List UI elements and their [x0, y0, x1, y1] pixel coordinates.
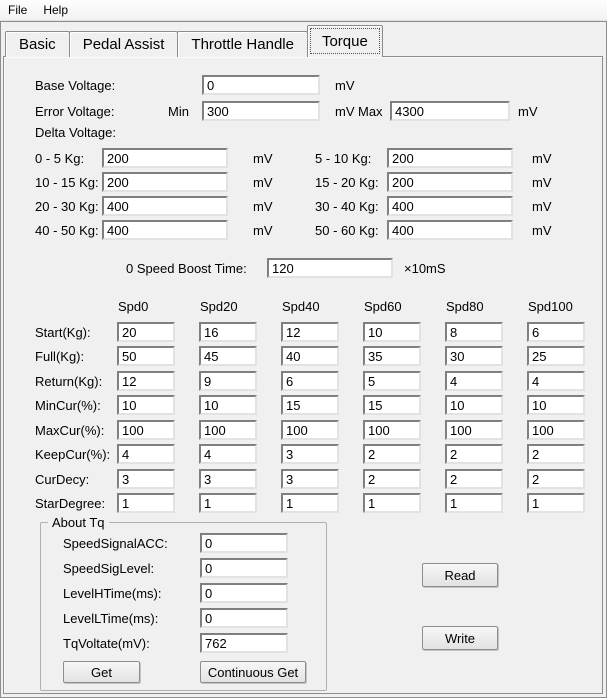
- about-tq-title: About Tq: [48, 515, 109, 530]
- levelhtime-label: LevelHTime(ms):: [63, 586, 162, 601]
- boost-time-unit: ×10mS: [404, 261, 446, 276]
- full-kg-spd100-input[interactable]: [527, 346, 585, 366]
- delta-20-30-unit: mV: [253, 199, 273, 214]
- delta-15-20-label: 15 - 20 Kg:: [315, 175, 379, 190]
- menu-bar: [0, 0, 607, 21]
- curdecy-spd40-input[interactable]: [281, 469, 339, 489]
- return-kg-spd0-input[interactable]: [117, 371, 175, 391]
- full-kg-spd0-input[interactable]: [117, 346, 175, 366]
- delta-5-10-unit: mV: [532, 151, 552, 166]
- keepcur-spd100-input[interactable]: [527, 444, 585, 464]
- maxcur-spd80-input[interactable]: [445, 420, 503, 440]
- tab-pedal-assist[interactable]: Pedal Assist: [69, 31, 179, 57]
- mincur-spd0-input[interactable]: [117, 395, 175, 415]
- delta-5-10-input[interactable]: [387, 148, 513, 168]
- full-kg-spd20-input[interactable]: [199, 346, 257, 366]
- return-kg-spd20-input[interactable]: [199, 371, 257, 391]
- speedsignalacc-label: SpeedSignalACC:: [63, 536, 168, 551]
- start-kg-spd40-input[interactable]: [281, 322, 339, 342]
- full-kg-spd60-input[interactable]: [363, 346, 421, 366]
- row-label-stardegree: StarDegree:: [35, 496, 106, 511]
- delta-20-30-label: 20 - 30 Kg:: [35, 199, 99, 214]
- start-kg-spd80-input[interactable]: [445, 322, 503, 342]
- tab-torque[interactable]: Torque: [307, 25, 383, 57]
- stardegree-spd20-input[interactable]: [199, 493, 257, 513]
- maxcur-spd0-input[interactable]: [117, 420, 175, 440]
- tab-throttle-handle[interactable]: Throttle Handle: [177, 31, 308, 57]
- error-min-unit: mV: [335, 104, 355, 119]
- tab-strip: [5, 25, 382, 57]
- mincur-spd60-input[interactable]: [363, 395, 421, 415]
- start-kg-spd0-input[interactable]: [117, 322, 175, 342]
- col-header-spd80: Spd80: [446, 299, 484, 314]
- delta-30-40-unit: mV: [532, 199, 552, 214]
- start-kg-spd60-input[interactable]: [363, 322, 421, 342]
- menu-help[interactable]: Help: [43, 3, 69, 17]
- delta-40-50-label: 40 - 50 Kg:: [35, 223, 99, 238]
- row-label-full-kg: Full(Kg):: [35, 349, 85, 364]
- col-header-spd60: Spd60: [364, 299, 402, 314]
- boost-time-label: 0 Speed Boost Time:: [126, 261, 247, 276]
- start-kg-spd100-input[interactable]: [527, 322, 585, 342]
- levelltime-label: LevelLTime(ms):: [63, 611, 159, 626]
- start-kg-spd20-input[interactable]: [199, 322, 257, 342]
- curdecy-spd100-input[interactable]: [527, 469, 585, 489]
- return-kg-spd40-input[interactable]: [281, 371, 339, 391]
- base-voltage-unit: mV: [335, 78, 355, 93]
- error-min-input[interactable]: [202, 101, 320, 121]
- stardegree-spd80-input[interactable]: [445, 493, 503, 513]
- mincur-spd40-input[interactable]: [281, 395, 339, 415]
- delta-40-50-unit: mV: [253, 223, 273, 238]
- error-min-label: Min: [168, 104, 189, 119]
- keepcur-spd0-input[interactable]: [117, 444, 175, 464]
- delta-voltage-label: Delta Voltage:: [35, 125, 116, 140]
- delta-50-60-label: 50 - 60 Kg:: [315, 223, 379, 238]
- delta-0-5-label: 0 - 5 Kg:: [35, 151, 85, 166]
- error-voltage-label: Error Voltage:: [35, 104, 115, 119]
- curdecy-spd0-input[interactable]: [117, 469, 175, 489]
- col-header-spd40: Spd40: [282, 299, 320, 314]
- delta-10-15-label: 10 - 15 Kg:: [35, 175, 99, 190]
- mincur-spd20-input[interactable]: [199, 395, 257, 415]
- tqvoltate-label: TqVoltate(mV):: [63, 636, 150, 651]
- return-kg-spd100-input[interactable]: [527, 371, 585, 391]
- delta-40-50-input[interactable]: [102, 220, 228, 240]
- delta-15-20-input[interactable]: [387, 172, 513, 192]
- delta-15-20-unit: mV: [532, 175, 552, 190]
- maxcur-spd20-input[interactable]: [199, 420, 257, 440]
- return-kg-spd60-input[interactable]: [363, 371, 421, 391]
- stardegree-spd60-input[interactable]: [363, 493, 421, 513]
- boost-time-input[interactable]: [267, 258, 393, 278]
- tqvoltate-input[interactable]: [200, 633, 288, 653]
- curdecy-spd80-input[interactable]: [445, 469, 503, 489]
- tab-basic[interactable]: Basic: [5, 31, 70, 57]
- maxcur-spd100-input[interactable]: [527, 420, 585, 440]
- mincur-spd80-input[interactable]: [445, 395, 503, 415]
- menu-file[interactable]: File: [8, 3, 28, 17]
- full-kg-spd80-input[interactable]: [445, 346, 503, 366]
- read-button[interactable]: Read: [422, 563, 498, 587]
- row-label-start-kg: Start(Kg):: [35, 325, 91, 340]
- stardegree-spd100-input[interactable]: [527, 493, 585, 513]
- keepcur-spd80-input[interactable]: [445, 444, 503, 464]
- get-button[interactable]: Get: [63, 661, 140, 683]
- base-voltage-input[interactable]: [202, 75, 320, 95]
- row-label-keepcur: KeepCur(%):: [35, 447, 111, 462]
- curdecy-spd20-input[interactable]: [199, 469, 257, 489]
- stardegree-spd0-input[interactable]: [117, 493, 175, 513]
- write-button[interactable]: Write: [422, 626, 498, 650]
- delta-30-40-input[interactable]: [387, 196, 513, 216]
- delta-5-10-label: 5 - 10 Kg:: [315, 151, 372, 166]
- levelhtime-input[interactable]: [200, 583, 288, 603]
- row-label-curdecy: CurDecy:: [35, 472, 90, 487]
- error-max-unit: mV: [518, 104, 538, 119]
- delta-10-15-input[interactable]: [102, 172, 228, 192]
- levelltime-input[interactable]: [200, 608, 288, 628]
- speedsignalacc-input[interactable]: [200, 533, 288, 553]
- keepcur-spd60-input[interactable]: [363, 444, 421, 464]
- continuous-get-button[interactable]: Continuous Get: [200, 661, 306, 683]
- base-voltage-label: Base Voltage:: [35, 78, 116, 93]
- keepcur-spd40-input[interactable]: [281, 444, 339, 464]
- row-label-mincur: MinCur(%):: [35, 398, 101, 413]
- error-max-input[interactable]: [390, 101, 510, 121]
- mincur-spd100-input[interactable]: [527, 395, 585, 415]
- stardegree-spd40-input[interactable]: [281, 493, 339, 513]
- delta-0-5-input[interactable]: [102, 148, 228, 168]
- speedsiglevel-label: SpeedSigLevel:: [63, 561, 155, 576]
- maxcur-spd40-input[interactable]: [281, 420, 339, 440]
- error-max-label: Max: [358, 104, 383, 119]
- delta-30-40-label: 30 - 40 Kg:: [315, 199, 379, 214]
- speedsiglevel-input[interactable]: [200, 558, 288, 578]
- delta-20-30-input[interactable]: [102, 196, 228, 216]
- delta-0-5-unit: mV: [253, 151, 273, 166]
- delta-10-15-unit: mV: [253, 175, 273, 190]
- full-kg-spd40-input[interactable]: [281, 346, 339, 366]
- delta-50-60-unit: mV: [532, 223, 552, 238]
- delta-50-60-input[interactable]: [387, 220, 513, 240]
- col-header-spd0: Spd0: [118, 299, 149, 314]
- col-header-spd20: Spd20: [200, 299, 238, 314]
- maxcur-spd60-input[interactable]: [363, 420, 421, 440]
- return-kg-spd80-input[interactable]: [445, 371, 503, 391]
- col-header-spd100: Spd100: [528, 299, 573, 314]
- curdecy-spd60-input[interactable]: [363, 469, 421, 489]
- row-label-maxcur: MaxCur(%):: [35, 423, 105, 438]
- row-label-return-kg: Return(Kg):: [35, 374, 103, 389]
- keepcur-spd20-input[interactable]: [199, 444, 257, 464]
